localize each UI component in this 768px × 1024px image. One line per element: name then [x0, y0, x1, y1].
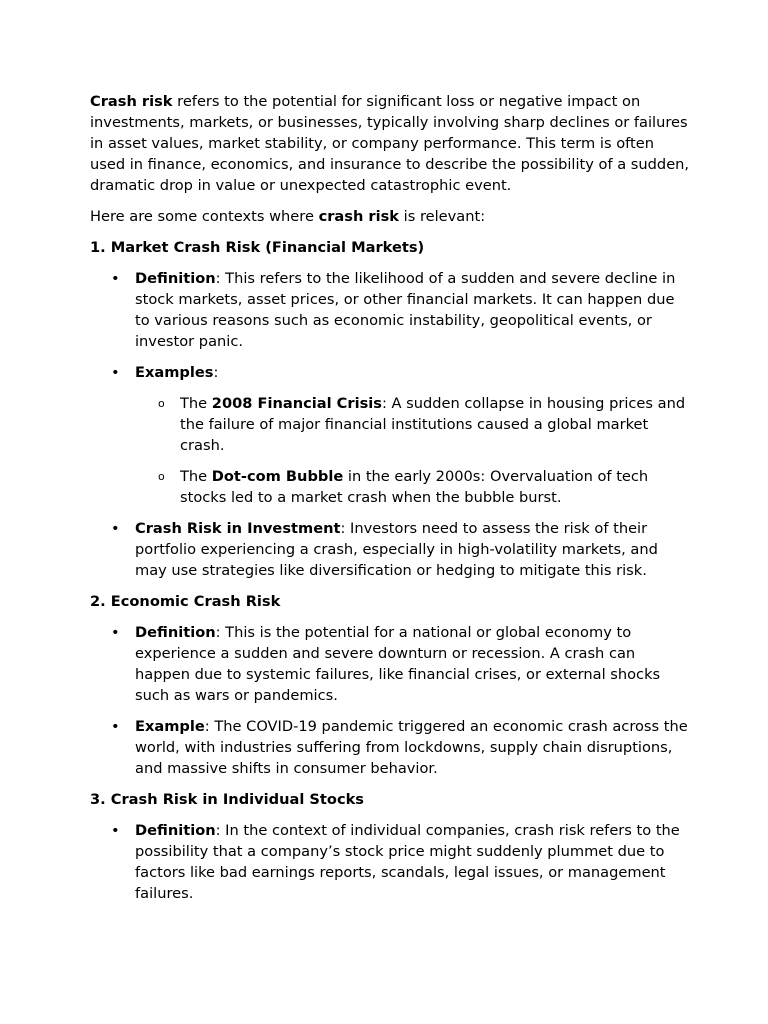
list-item-investment	[90, 518, 690, 581]
bullet-icon: •	[111, 822, 120, 839]
item-text: :	[213, 364, 219, 381]
sub-item-bold: Dot-com Bubble	[211, 468, 344, 485]
section-1-list	[90, 268, 690, 581]
list-item-examples	[90, 362, 690, 508]
bullet-icon: •	[111, 624, 120, 641]
bullet-icon: •	[111, 364, 120, 381]
list-item-example	[90, 716, 690, 779]
sub-item-post: : A sudden collapse in housing prices and the failure of major financial institutions caused a global market crash.	[180, 395, 686, 454]
contexts-term: crash risk	[318, 208, 400, 225]
sub-list-item-dotcom	[135, 466, 690, 508]
item-label: Definition	[135, 822, 216, 839]
section-2-list	[90, 622, 690, 779]
document-page	[90, 91, 690, 914]
item-text: : In the context of individual companies, crash risk refers to the possibility that a company’s stock price might suddenly plummet due to factors like bad earnings reports, scandals, legal issues, or management failures.	[135, 822, 680, 902]
item-text: : The COVID-19 pandemic triggered an economic crash across the world, with industries suffering from lockdowns, supply chain disruptions, and massive shifts in consumer behavior.	[135, 718, 688, 777]
sub-bullet-icon: o	[158, 470, 165, 483]
sub-list-item-2008-crisis	[135, 393, 690, 456]
list-item-definition	[90, 622, 690, 706]
sub-item-pre: The	[180, 468, 212, 485]
bullet-icon: •	[111, 270, 120, 287]
intro-term: Crash risk	[90, 93, 173, 110]
intro-text: refers to the potential for significant loss or negative impact on investments, markets, or businesses, typically involving sharp declines or failures in asset values, market stability, or company performance. This term is often used in finance, economics, and insurance to describe the possibility of a sudden, dramatic drop in value or unexpected catastrophic event.	[90, 93, 690, 194]
item-label: Definition	[135, 624, 216, 641]
list-item-definition	[90, 268, 690, 352]
item-label: Example	[135, 718, 205, 735]
section-heading-economic-crash: 2. Economic Crash Risk	[90, 593, 281, 610]
item-label: Definition	[135, 270, 216, 287]
sub-bullet-icon: o	[158, 397, 165, 410]
intro-paragraph	[90, 91, 690, 196]
sub-item-pre: The	[180, 395, 212, 412]
item-text: : This refers to the likelihood of a sudden and severe decline in stock markets, asset prices, or other financial markets. It can happen due to various reasons such as economic instability, geopolitical events, or investor panic.	[135, 270, 676, 350]
section-3-list	[90, 820, 690, 904]
contexts-before: Here are some contexts where	[90, 208, 319, 225]
section-heading-individual-stocks: 3. Crash Risk in Individual Stocks	[90, 791, 364, 808]
sub-item-post: in the early 2000s: Overvaluation of tech stocks led to a market crash when the bubble burst.	[180, 468, 649, 506]
contexts-paragraph	[90, 206, 690, 227]
item-text: : Investors need to assess the risk of their portfolio experiencing a crash, especially in high-volatility markets, and may use strategies like diversification or hedging to mitigate this risk.	[135, 520, 658, 579]
contexts-after: is relevant:	[399, 208, 486, 225]
list-item-definition	[90, 820, 690, 904]
item-label: Examples	[135, 364, 214, 381]
bullet-icon: •	[111, 718, 120, 735]
item-label: Crash Risk in Investment	[135, 520, 341, 537]
sub-item-bold: 2008 Financial Crisis	[211, 395, 382, 412]
examples-sublist	[135, 393, 690, 508]
item-text: : This is the potential for a national or global economy to experience a sudden and severe downturn or recession. A crash can happen due to systemic failures, like financial crises, or external shocks such as wars or pandemics.	[135, 624, 661, 704]
bullet-icon: •	[111, 520, 120, 537]
section-heading-market-crash: 1. Market Crash Risk (Financial Markets)	[90, 239, 425, 256]
